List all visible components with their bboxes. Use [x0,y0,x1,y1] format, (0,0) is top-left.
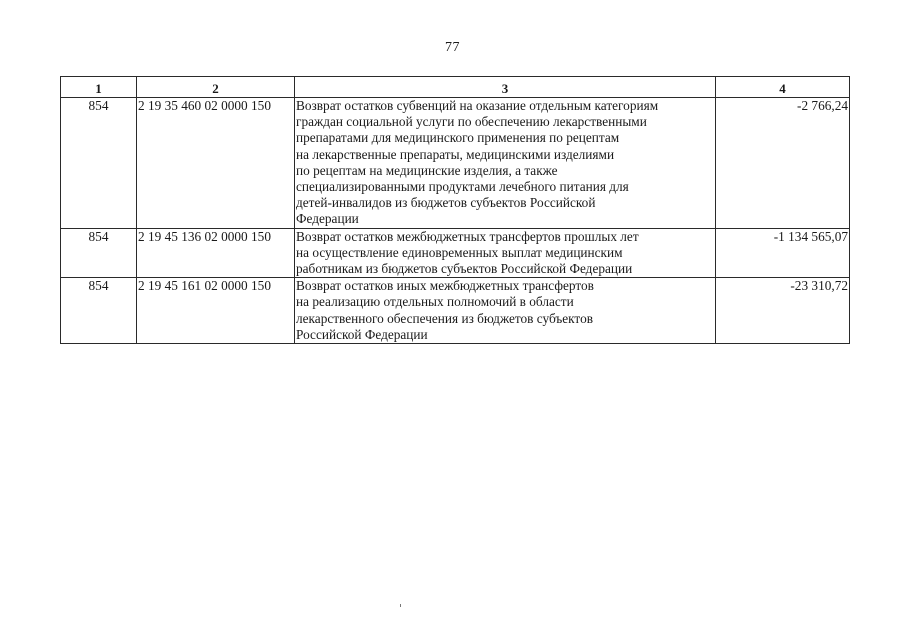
description-line: детей-инвалидов из бюджетов субъектов Российской [296,195,596,211]
description-line: Возврат остатков субвенций на оказание отдельным категориям [296,98,659,113]
description-line: Возврат остатков иных межбюджетных трансфертов [296,278,594,294]
page-number: 77 [445,40,460,55]
amount-cell: -1 134 565,07 [716,228,850,278]
description-line: Федерации [296,211,359,227]
budget-code-cell: 2 19 35 460 02 0000 150 [137,98,295,229]
description-line: на реализацию отдельных полномочий в области [296,294,574,310]
table-header-row [61,77,850,98]
amount-cell: -23 310,72 [716,278,850,344]
description-line: работникам из бюджетов субъектов Российской Федерации [296,261,633,277]
budget-table [60,76,850,344]
table-row [61,228,850,278]
scan-speck [400,604,401,607]
budget-code-cell: 2 19 45 136 02 0000 150 [137,228,295,278]
description-cell [295,98,716,229]
column-header-1: 1 [61,77,137,98]
column-header-3: 3 [295,77,716,98]
description-line: Российской Федерации [296,326,428,342]
admin-code-cell: 854 [61,228,137,278]
description-line: граждан социальной услуги по обеспечению лекарственными [296,114,647,130]
description-line: специализированными продуктами лечебного питания для [296,179,629,195]
budget-code-cell: 2 19 45 161 02 0000 150 [137,278,295,344]
description-line: лекарственного обеспечения из бюджетов субъектов [296,310,593,326]
admin-code-cell: 854 [61,278,137,344]
description-line: препаратами для медицинского применения по рецептам [296,130,620,146]
description-line: на осуществление единовременных выплат медицинским [296,244,623,260]
column-header-2: 2 [137,77,295,98]
table-row [61,98,850,229]
description-cell [295,278,716,344]
amount-cell: -2 766,24 [716,98,850,229]
admin-code-cell: 854 [61,98,137,229]
description-line: по рецептам на медицинские изделия, а также [296,162,558,178]
description-cell [295,228,716,278]
description-line: на лекарственные препараты, медицинскими изделиями [296,146,615,162]
column-header-4: 4 [716,77,850,98]
table-row [61,278,850,344]
description-line: Возврат остатков межбюджетных трансфертов прошлых лет [296,228,639,244]
